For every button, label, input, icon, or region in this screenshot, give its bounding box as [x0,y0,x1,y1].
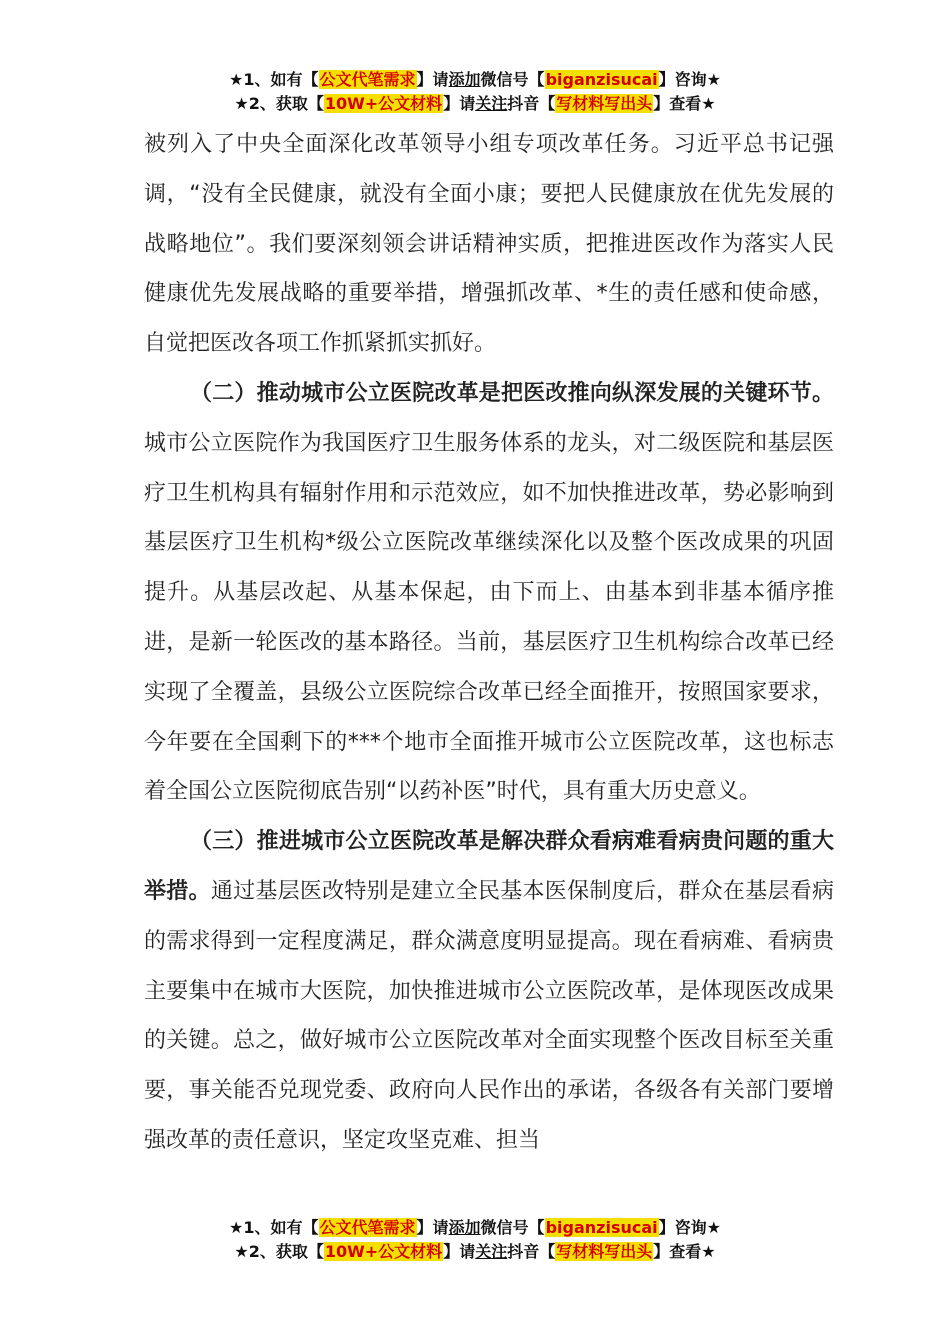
underlined-text: 添加 [448,70,481,89]
document-body [144,120,834,1166]
banner-text: ★2、获取【 [234,94,324,113]
banner-text: 】查看★ [653,1242,716,1261]
banner-text: 】请 [416,70,449,89]
footer-banner [0,1216,950,1264]
highlight-text: biganzisucai [545,1218,658,1237]
banner-text: ★1、如有【 [229,1218,319,1237]
banner-line-2 [0,92,950,116]
highlight-text: 10W+公文材料 [324,94,443,113]
banner-text: 】请 [443,94,476,113]
paragraph-3-text: 通过基层医改特别是建立全民基本医保制度后，群众在基层看病的需求得到一定程度满足，群众满意度明显提高。现在看病难、看病贵主要集中在城市大医院，加快推进城市公立医院改革，是体现医改成果的关键。总之，做好城市公立医院改革对全面实现整个医改目标至关重要，事关能否兑现党委、政府向人民作出的承诺，各级各有关部门要增强改革的责任意识，坚定攻坚克难、担当 [144,878,834,1153]
highlight-text: 写材料写出头 [556,1242,653,1261]
banner-text: ★1、如有【 [229,70,319,89]
banner-text: 】咨询★ [658,70,721,89]
header-banner [0,68,950,116]
paragraph-3 [144,817,834,1166]
section-heading-2: （二）推动城市公立医院改革是把医改推向纵深发展的关键环节。 [190,380,834,406]
banner-line-1 [0,1216,950,1240]
banner-text: 抖音【 [507,1242,556,1261]
highlight-text: 10W+公文材料 [324,1242,443,1261]
highlight-text: 公文代笔需求 [319,70,416,89]
section-heading-3: （三）推进城市公立医院改革是解决群众看病难看病贵问题的重大举措。 [144,829,834,904]
banner-text: ★2、获取【 [234,1242,324,1261]
banner-text: 】请 [416,1218,449,1237]
banner-text: 】请 [443,1242,476,1261]
highlight-text: 公文代笔需求 [319,1218,416,1237]
paragraph-1: 被列入了中央全面深化改革领导小组专项改革任务。习近平总书记强调，“没有全民健康，就没有全面小康；要把人民健康放在优先发展的战略地位”。我们要深刻领会讲话精神实质，把推进医改作为落实人民健康优先发展战略的重要举措，增强抓改革、*生的责任感和使命感，自觉把医改各项工作抓紧抓实抓好。 [144,132,834,357]
banner-text: 】查看★ [653,94,716,113]
paragraph-2-text: 城市公立医院作为我国医疗卫生服务体系的龙头，对二级医院和基层医疗卫生机构具有辐射作用和示范效应，如不加快推进改革，势必影响到基层医疗卫生机构*级公立医院改革继续深化以及整个医改成果的巩固提升。从基层改起、从基本保起，由下而上、由基本到非基本循序推进，是新一轮医改的基本路径。当前，基层医疗卫生机构综合改革已经实现了全覆盖，县级公立医院综合改革已经全面推开，按照国家要求，今年要在全国剩下的***个地市全面推开城市公立医院改革，这也标志着全国公立医院彻底告别“以药补医”时代，具有重大历史意义。 [144,430,834,805]
banner-text: 抖音【 [507,94,556,113]
highlight-text: 写材料写出头 [556,94,653,113]
underlined-text: 添加 [448,1218,481,1237]
paragraph-2 [144,369,834,817]
highlight-text: biganzisucai [545,70,658,89]
underlined-text: 关注 [475,1242,508,1261]
banner-text: 微信号【 [480,1218,545,1237]
banner-text: 微信号【 [480,70,545,89]
underlined-text: 关注 [475,94,508,113]
banner-text: 】咨询★ [658,1218,721,1237]
banner-line-1 [0,68,950,92]
banner-line-2 [0,1240,950,1264]
